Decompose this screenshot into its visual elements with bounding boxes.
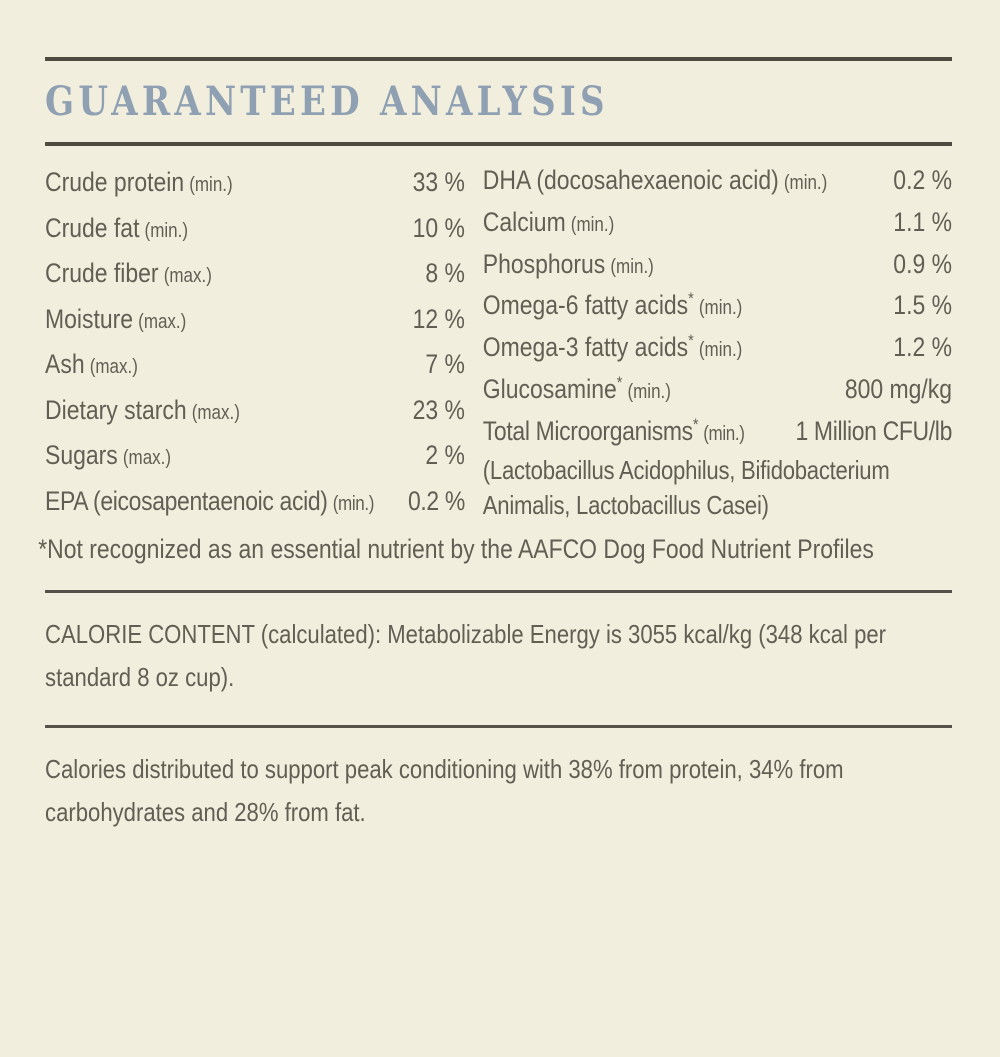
nutrient-row xyxy=(45,479,465,525)
nutrient-row xyxy=(483,285,952,327)
nutrient-label: Dietary starch xyxy=(45,394,187,425)
nutrient-qualifier: (min.) xyxy=(570,213,615,236)
nutrient-name xyxy=(45,433,171,482)
nutrient-row xyxy=(483,160,952,202)
nutrient-name xyxy=(45,297,186,346)
calorie-distribution-line-1: Calories distributed to support peak conditioning with 38% from protein, 34% from xyxy=(45,754,844,784)
nutrient-label: DHA (docosahexaenoic acid) xyxy=(482,165,779,195)
nutrient-qualifier: (min.) xyxy=(610,255,654,278)
nutrient-value: 10 % xyxy=(412,212,465,243)
microorganisms-species-line-2: Animalis, Lactobacillus Casei) xyxy=(482,489,769,520)
title-underline-rule xyxy=(45,142,952,146)
nutrient-name xyxy=(483,411,745,456)
aafco-footnote: *Not recognized as an essential nutrient by the AAFCO Dog Food Nutrient Profiles xyxy=(38,534,874,564)
nutrient-label: EPA (eicosapentaenoic acid) xyxy=(45,485,328,516)
calorie-content-line-2: standard 8 oz cup). xyxy=(45,662,235,692)
nutrient-row xyxy=(483,202,952,244)
nutrient-name xyxy=(483,202,614,247)
calorie-section-rule xyxy=(45,590,952,593)
nutrient-qualifier: (max.) xyxy=(191,401,240,424)
title-row xyxy=(45,61,952,142)
nutrient-qualifier: (max.) xyxy=(138,310,187,333)
nutrient-label: Calcium xyxy=(482,206,566,237)
nutrient-name xyxy=(483,285,743,330)
microorganisms-row xyxy=(483,411,952,523)
nutrient-row xyxy=(45,297,465,343)
nutrient-qualifier: (min.) xyxy=(698,339,743,362)
calorie-content-line-1: CALORIE CONTENT (calculated): Metabolizable Energy is 3055 kcal/kg (348 kcal per xyxy=(45,619,887,649)
nutrient-label: Omega-6 fatty acids xyxy=(482,290,689,321)
nutrient-value: 800 mg/kg xyxy=(844,373,952,404)
nutrient-qualifier: (min.) xyxy=(144,219,188,242)
footnote-asterisk: * xyxy=(692,414,699,434)
nutrient-value: 12 % xyxy=(412,303,465,334)
nutrient-qualifier: (min.) xyxy=(627,380,671,403)
nutrient-value: 33 % xyxy=(412,167,465,197)
nutrient-qualifier: (min.) xyxy=(332,492,375,515)
nutrient-value: 7 % xyxy=(425,349,465,379)
nutrient-label: Ash xyxy=(45,349,85,379)
nutrient-qualifier: (max.) xyxy=(89,356,138,378)
nutrient-label: Crude protein xyxy=(45,167,185,197)
nutrient-value: 1.5 % xyxy=(893,290,952,321)
nutrient-label: Moisture xyxy=(45,303,134,334)
panel-title: GUARANTEED ANALYSIS xyxy=(45,78,609,125)
nutrient-name xyxy=(45,251,212,300)
nutrient-row xyxy=(45,342,465,388)
nutrient-row xyxy=(45,160,465,206)
footnote-asterisk: * xyxy=(688,289,694,309)
nutrient-name xyxy=(45,479,374,528)
nutrient-row xyxy=(483,369,952,411)
microorganisms-species-line-1: (Lactobacillus Acidophilus, Bifidobacterium xyxy=(482,454,890,485)
nutrient-label: Crude fat xyxy=(45,212,140,243)
nutrient-row xyxy=(483,327,952,369)
nutrient-label: Sugars xyxy=(45,440,118,470)
calorie-distribution-line-2: carbohydrates and 28% from fat. xyxy=(45,797,366,827)
label-panel xyxy=(0,57,1000,834)
nutrient-value: 1.2 % xyxy=(893,332,952,363)
nutrient-label: Phosphorus xyxy=(482,248,606,279)
nutrient-label: Total Microorganisms xyxy=(482,415,693,446)
nutrient-name xyxy=(45,388,240,437)
nutrient-row xyxy=(483,244,952,286)
nutrient-qualifier: (min.) xyxy=(698,297,743,320)
nutrient-name xyxy=(45,342,138,391)
nutrient-name xyxy=(45,206,188,255)
nutrient-label: Omega-3 fatty acids xyxy=(482,332,689,363)
nutrient-name xyxy=(483,327,743,372)
nutrient-qualifier: (min.) xyxy=(783,172,828,194)
analysis-column-right xyxy=(483,160,952,524)
microorganisms-main-line xyxy=(483,411,952,453)
nutrient-label: Crude fiber xyxy=(45,258,159,288)
nutrient-value: 2 % xyxy=(425,440,465,470)
nutrient-value: 0.9 % xyxy=(893,248,952,279)
footnote-asterisk: * xyxy=(688,331,694,351)
nutrient-name xyxy=(45,160,233,209)
nutrient-row xyxy=(45,206,465,252)
nutrient-label: Glucosamine xyxy=(482,373,617,404)
calorie-content-text xyxy=(45,613,952,699)
nutrient-row xyxy=(45,388,465,434)
nutrient-value: 0.2 % xyxy=(893,165,952,195)
nutrient-value: 23 % xyxy=(412,394,465,425)
nutrient-name xyxy=(483,369,671,414)
nutrient-value: 1 Million CFU/lb xyxy=(795,415,952,446)
footnote-asterisk: * xyxy=(616,372,623,392)
nutrient-value: 8 % xyxy=(425,258,465,288)
nutrient-row xyxy=(45,433,465,479)
calorie-distribution-text xyxy=(45,748,952,834)
nutrient-name xyxy=(483,160,828,205)
nutrient-value: 1.1 % xyxy=(893,206,952,237)
nutrient-qualifier: (max.) xyxy=(163,265,212,287)
nutrient-row xyxy=(45,251,465,297)
nutrient-name xyxy=(483,244,654,289)
analysis-column-left xyxy=(45,160,465,524)
nutrient-qualifier: (min.) xyxy=(189,174,233,196)
distribution-section-rule xyxy=(45,725,952,728)
nutrient-value: 0.2 % xyxy=(407,485,465,516)
nutrient-qualifier: (min.) xyxy=(703,422,745,445)
analysis-table xyxy=(45,160,952,524)
nutrient-qualifier: (max.) xyxy=(122,447,172,469)
